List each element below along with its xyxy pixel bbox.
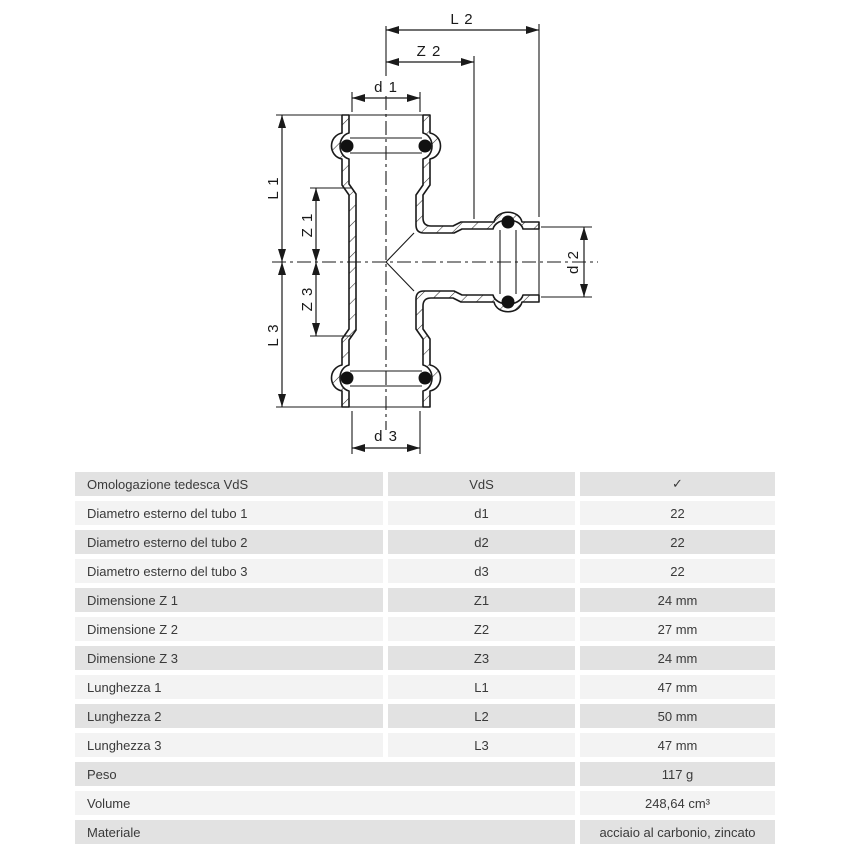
dim-label-d3: d 3 (374, 428, 398, 445)
spec-label: Dimensione Z 1 (75, 588, 383, 612)
table-row (75, 733, 775, 757)
o-ring-dot (502, 296, 515, 309)
spec-value: 248,64 cm³ (580, 791, 775, 815)
dim-label-d2: d 2 (565, 250, 582, 274)
spec-value: 22 (580, 530, 775, 554)
spec-symbol: d3 (388, 559, 575, 583)
spec-label: Dimensione Z 2 (75, 617, 383, 641)
lower-right-wall-section (416, 291, 539, 407)
o-ring-dot (502, 216, 515, 229)
spec-symbol: d1 (388, 501, 575, 525)
dim-label-L2: L 2 (450, 11, 474, 28)
spec-label: Omologazione tedesca VdS (75, 472, 383, 496)
spec-label: Diametro esterno del tubo 2 (75, 530, 383, 554)
dim-label-L3: L 3 (265, 323, 282, 347)
spec-symbol: d2 (388, 530, 575, 554)
table-row (75, 588, 775, 612)
bore-intersection-line (386, 233, 414, 262)
table-row (75, 820, 775, 844)
table-row (75, 791, 775, 815)
spec-table (70, 467, 780, 849)
o-ring-dot (341, 140, 354, 153)
spec-symbol: L3 (388, 733, 575, 757)
spec-symbol: Z2 (388, 617, 575, 641)
spec-label: Volume (75, 791, 575, 815)
spec-value: 27 mm (580, 617, 775, 641)
spec-symbol: VdS (388, 472, 575, 496)
table-row (75, 675, 775, 699)
spec-symbol: Z3 (388, 646, 575, 670)
tee-fitting-section (332, 115, 540, 407)
spec-label: Diametro esterno del tubo 3 (75, 559, 383, 583)
o-ring-dot (341, 372, 354, 385)
spec-label: Peso (75, 762, 575, 786)
dim-label-Z3: Z 3 (299, 286, 316, 312)
spec-value: 50 mm (580, 704, 775, 728)
vds-check: ✓ (580, 472, 775, 496)
spec-symbol: Z1 (388, 588, 575, 612)
spec-symbol: L1 (388, 675, 575, 699)
spec-value: 22 (580, 559, 775, 583)
table-row (75, 762, 775, 786)
spec-value: 22 (580, 501, 775, 525)
dim-label-Z2: Z 2 (416, 43, 442, 60)
spec-label: Materiale (75, 820, 575, 844)
table-row (75, 472, 775, 496)
table-row (75, 646, 775, 670)
spec-label: Lunghezza 3 (75, 733, 383, 757)
spec-label: Lunghezza 2 (75, 704, 383, 728)
spec-value: 24 mm (580, 646, 775, 670)
spec-value: acciaio al carbonio, zincato (580, 820, 775, 844)
spec-label: Diametro esterno del tubo 1 (75, 501, 383, 525)
spec-symbol: L2 (388, 704, 575, 728)
dim-label-Z1: Z 1 (299, 212, 316, 238)
spec-label: Lunghezza 1 (75, 675, 383, 699)
spec-value: 117 g (580, 762, 775, 786)
table-row (75, 559, 775, 583)
spec-label: Dimensione Z 3 (75, 646, 383, 670)
spec-value: 47 mm (580, 675, 775, 699)
dim-label-d1: d 1 (374, 79, 398, 96)
o-ring-dot (419, 372, 432, 385)
fitting-detail-lines (349, 115, 539, 407)
o-ring-dot (419, 140, 432, 153)
spec-value: 47 mm (580, 733, 775, 757)
table-row (75, 704, 775, 728)
left-wall-section (332, 115, 357, 407)
bore-intersection-line (386, 262, 414, 291)
table-row (75, 617, 775, 641)
upper-right-wall-section (416, 115, 539, 233)
dim-label-L1: L 1 (265, 176, 282, 200)
table-row (75, 501, 775, 525)
table-row (75, 530, 775, 554)
spec-value: 24 mm (580, 588, 775, 612)
